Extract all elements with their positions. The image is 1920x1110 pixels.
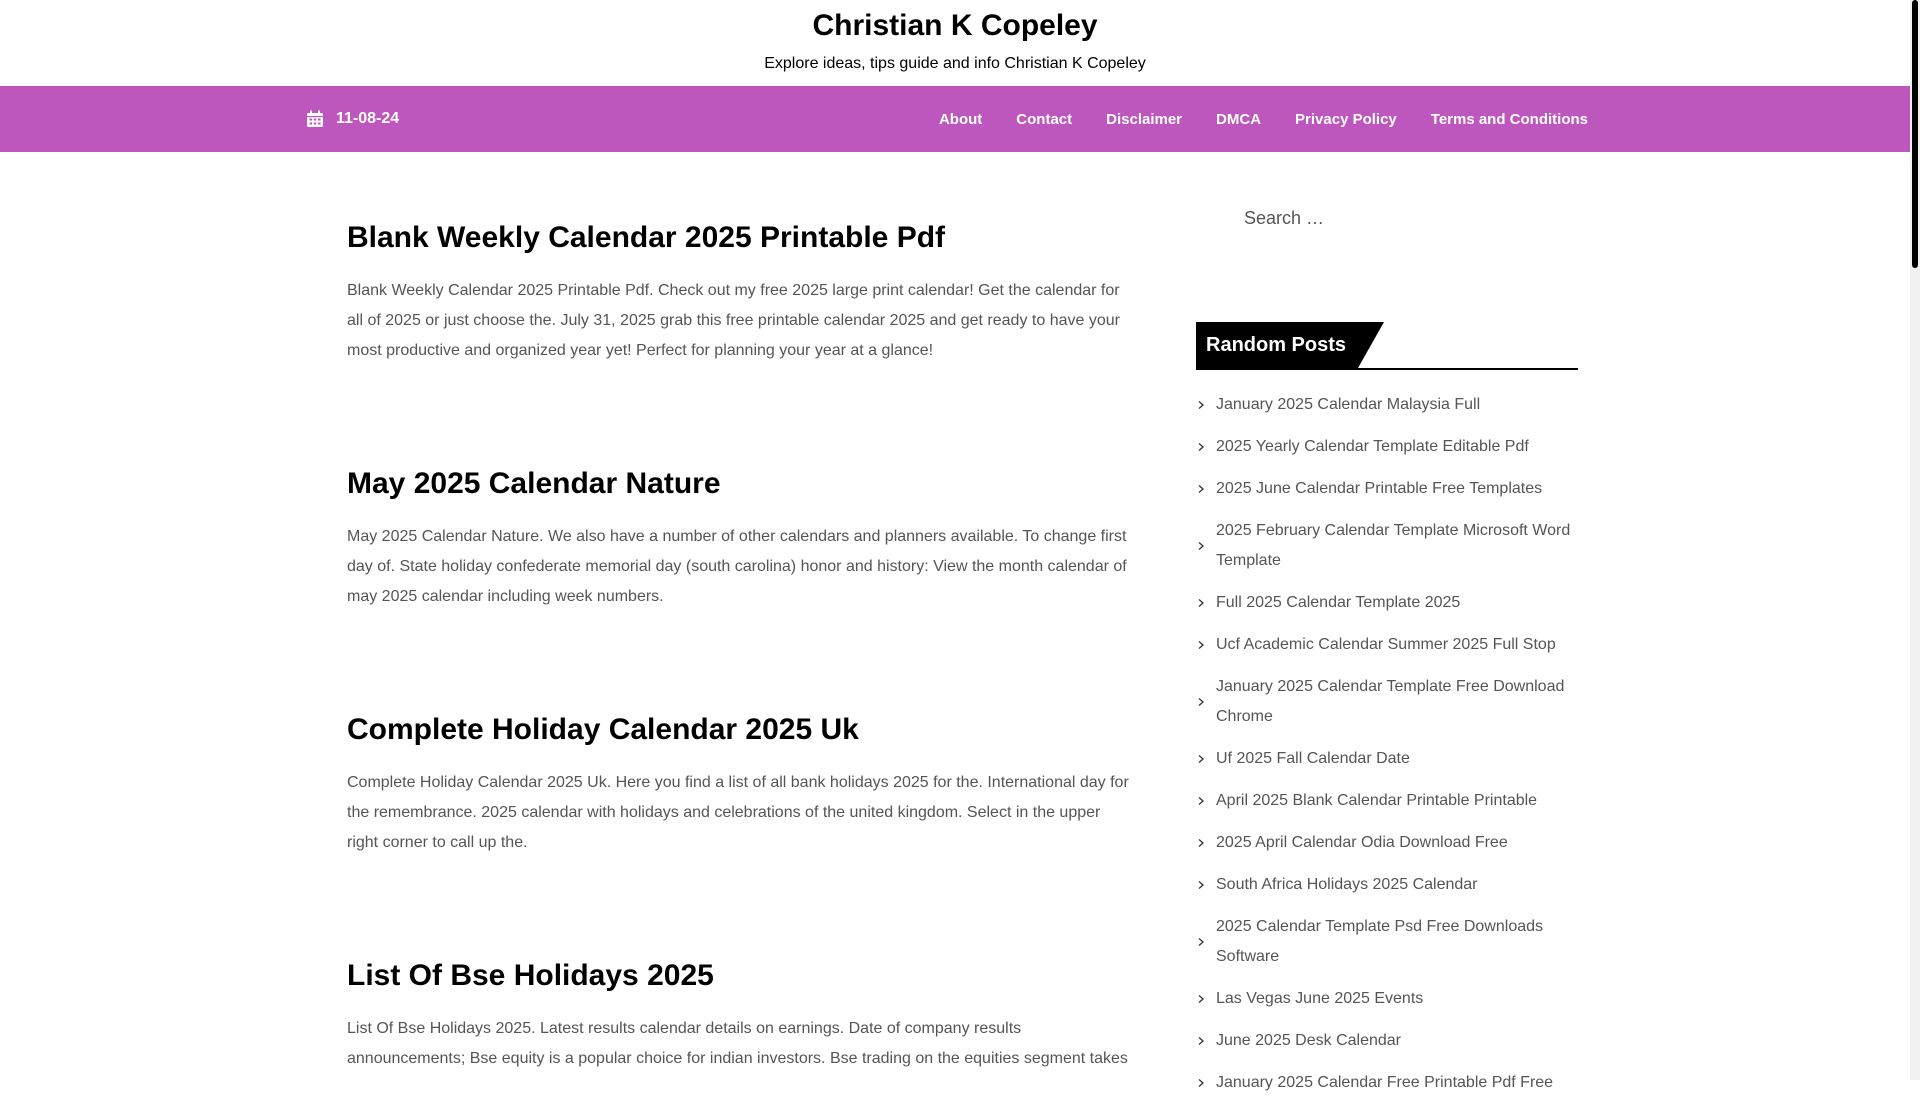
random-post-item[interactable] [1196,474,1578,504]
random-post-link[interactable]: June 2025 Desk Calendar [1216,1032,1402,1049]
random-post-item[interactable] [1196,516,1578,576]
random-post-link[interactable]: South Africa Holidays 2025 Calendar [1216,876,1478,893]
random-post-link[interactable]: 2025 February Calendar Template Microsoft Word Template [1216,522,1571,569]
nav-link-disclaimer[interactable]: Disclaimer [1106,110,1183,128]
post-card [347,466,1129,612]
random-post-item[interactable] [1196,744,1578,774]
random-post-link[interactable]: January 2025 Calendar Free Printable Pdf Free [1216,1074,1554,1091]
post-excerpt: Complete Holiday Calendar 2025 Uk. Here you find a list of all bank holidays 2025 for the. International day for the remembrance. 2025 calendar with holidays and celebrations of the united kingdom. Select in the upper right corner to call up the. [347,774,1129,851]
site-title[interactable]: Christian K Copeley [812,9,1098,42]
post-title[interactable]: Blank Weekly Calendar 2025 Printable Pdf [347,221,946,254]
chevron-right-icon [1196,1036,1206,1046]
random-post-item[interactable] [1196,1068,1578,1098]
current-date: 11-08-24 [336,110,400,127]
random-post-link[interactable]: 2025 Yearly Calendar Template Editable Pdf [1216,438,1529,455]
random-post-item[interactable] [1196,432,1578,462]
chevron-right-icon [1196,754,1206,764]
nav-link-privacy-policy[interactable]: Privacy Policy [1295,110,1397,128]
random-posts-header [1196,322,1578,370]
post-card [347,220,1129,366]
random-post-item[interactable] [1196,672,1578,732]
chevron-right-icon [1196,442,1206,452]
chevron-right-icon [1196,1078,1206,1088]
random-post-item[interactable] [1196,786,1578,816]
post-excerpt: List Of Bse Holidays 2025. Latest results calendar details on earnings. Date of company results announcements; Bse equity is a popular choice for indian investors. Bse trading on the equities segment takes [347,1020,1128,1067]
scrollbar-thumb[interactable] [1912,0,1918,268]
random-post-item[interactable] [1196,588,1578,618]
random-post-link[interactable]: Ucf Academic Calendar Summer 2025 Full Stop [1216,636,1556,653]
chevron-right-icon [1196,400,1206,410]
chevron-right-icon [1196,994,1206,1004]
random-post-item[interactable] [1196,984,1578,1014]
calendar-icon [306,110,324,128]
random-post-item[interactable] [1196,912,1578,972]
random-post-link[interactable]: Las Vegas June 2025 Events [1216,990,1424,1007]
random-post-item[interactable] [1196,1026,1578,1056]
random-post-link[interactable]: April 2025 Blank Calendar Printable Printable [1216,792,1538,809]
post-title[interactable]: May 2025 Calendar Nature [347,467,721,500]
random-posts-list [1196,390,1578,1110]
site-header [0,0,1910,86]
chevron-right-icon [1196,541,1206,551]
date-display [306,86,399,152]
random-post-link[interactable]: Uf 2025 Fall Calendar Date [1216,750,1410,767]
post-title[interactable]: List Of Bse Holidays 2025 [347,959,714,992]
random-post-item[interactable] [1196,870,1578,900]
chevron-right-icon [1196,697,1206,707]
post-card [347,958,1129,1074]
random-post-link[interactable]: 2025 April Calendar Odia Download Free [1216,834,1508,851]
chevron-right-icon [1196,640,1206,650]
search-input[interactable] [1242,200,1562,236]
random-post-link[interactable]: January 2025 Calendar Template Free Download Chrome [1216,678,1565,725]
nav-link-contact[interactable]: Contact [1016,110,1073,128]
random-post-item[interactable] [1196,630,1578,660]
chevron-right-icon [1196,838,1206,848]
main-navbar [0,86,1910,152]
random-post-link[interactable]: 2025 June Calendar Printable Free Templates [1216,480,1543,497]
site-tagline: Explore ideas, tips guide and info Christian K Copeley [764,55,1146,72]
chevron-right-icon [1196,796,1206,806]
chevron-right-icon [1196,937,1206,947]
random-post-link[interactable]: January 2025 Calendar Malaysia Full [1216,396,1481,413]
post-excerpt: Blank Weekly Calendar 2025 Printable Pdf. Check out my free 2025 large print calendar! Get the calendar for all of 2025 or just choose the. July 31, 2025 grab this free printable calendar 2025 and get ready to have your most productive and organized year yet! Perfect for planning your year at a glance! [347,282,1120,359]
post-card [347,712,1129,858]
post-excerpt: May 2025 Calendar Nature. We also have a number of other calendars and planners available. To change first day of. State holiday confederate memorial day (south carolina) honor and history: View the month calendar of may 2025 calendar including week numbers. [347,528,1127,605]
nav-link-about[interactable]: About [938,110,983,128]
page-scrollbar[interactable] [1910,0,1920,1080]
random-post-item[interactable] [1196,390,1578,420]
nav-link-dmca[interactable]: DMCA [1216,110,1262,128]
nav-link-terms[interactable]: Terms and Conditions [1430,110,1588,128]
random-post-link[interactable]: Full 2025 Calendar Template 2025 [1216,594,1461,611]
chevron-right-icon [1196,484,1206,494]
widget-title: Random Posts [1196,322,1358,368]
random-post-link[interactable]: 2025 Calendar Template Psd Free Downloads Software [1216,918,1544,965]
chevron-right-icon [1196,598,1206,608]
post-title[interactable]: Complete Holiday Calendar 2025 Uk [347,713,859,746]
random-post-item[interactable] [1196,828,1578,858]
chevron-right-icon [1196,880,1206,890]
nav-menu [905,86,1588,152]
